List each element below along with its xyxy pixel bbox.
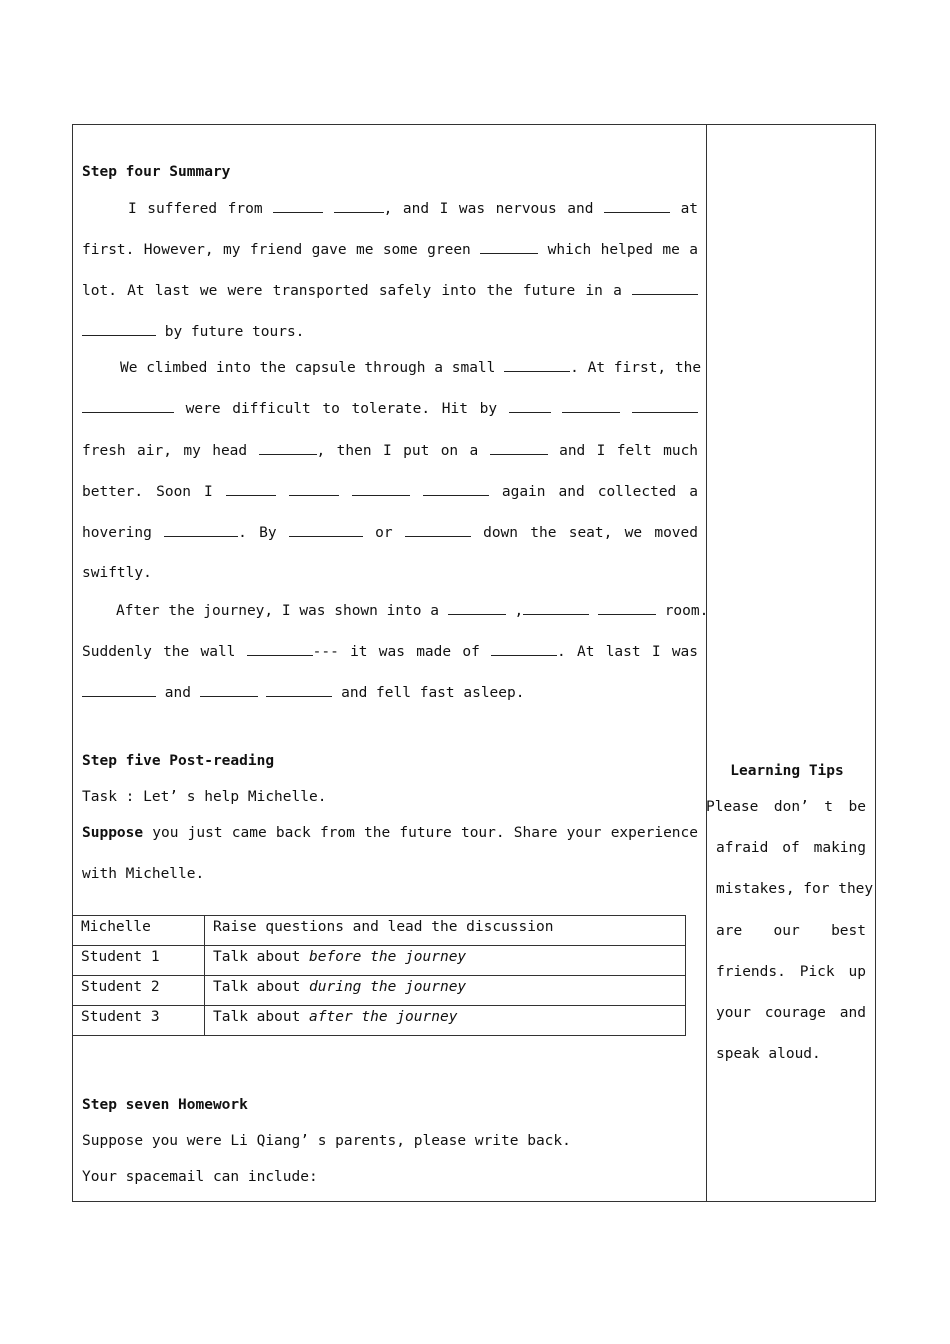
- tips-title: Learning Tips: [730, 763, 844, 779]
- blank: [82, 321, 156, 336]
- task-line: Task : Let’ s help Michelle.: [82, 789, 327, 805]
- tips-line5: friends. Pick up: [716, 964, 866, 980]
- summary-p2-line5: hovering . By or down the seat, we moved: [82, 522, 698, 543]
- blank: [266, 682, 332, 697]
- table-row: [73, 1006, 686, 1036]
- summary-p1-line2: first. However, my friend gave me some green which helped me a: [82, 239, 698, 260]
- blank: [82, 682, 156, 697]
- summary-p3-line2: Suddenly the wall --- it was made of . At last I was: [82, 641, 698, 662]
- role-cell: Michelle: [73, 916, 205, 946]
- role-cell: Student 3: [73, 1006, 205, 1036]
- suppose-line2: with Michelle.: [82, 866, 205, 882]
- tips-line2: afraid of making: [716, 840, 866, 856]
- blank: [334, 198, 384, 213]
- roles-table: [72, 915, 686, 1036]
- blank: [504, 357, 570, 372]
- summary-p1-line3: lot. At last we were transported safely into the future in a: [82, 280, 698, 301]
- tips-line3: mistakes, for they: [716, 881, 874, 897]
- suppose-line1: Suppose you just came back from the future tour. Share your experience: [82, 825, 699, 841]
- role-cell: Student 2: [73, 976, 205, 1006]
- blank: [448, 600, 506, 615]
- blank: [598, 600, 656, 615]
- blank: [200, 682, 258, 697]
- summary-p1-line4: by future tours.: [82, 321, 698, 342]
- blank: [405, 522, 471, 537]
- summary-p2-line4: better. Soon I again and collected a: [82, 481, 698, 502]
- homework-line2: Your spacemail can include:: [82, 1169, 318, 1185]
- tips-line7: speak aloud.: [716, 1046, 821, 1062]
- blank: [289, 481, 339, 496]
- blank: [352, 481, 410, 496]
- post-reading-heading: Step five Post-reading: [82, 753, 275, 769]
- blank: [289, 522, 363, 537]
- blank: [247, 641, 313, 656]
- blank: [423, 481, 489, 496]
- task-cell: Raise questions and lead the discussion: [205, 916, 686, 946]
- blank: [523, 600, 589, 615]
- task-cell: Talk about during the journey: [205, 976, 686, 1006]
- table-row: [73, 916, 686, 946]
- blank: [82, 398, 174, 413]
- blank: [632, 280, 698, 295]
- summary-heading: Step four Summary: [82, 164, 231, 180]
- blank: [604, 198, 670, 213]
- blank: [509, 398, 551, 413]
- summary-p3-line3: and and fell fast asleep.: [82, 682, 698, 703]
- tips-line1: Please don’ t be: [706, 799, 866, 815]
- blank: [273, 198, 323, 213]
- summary-p2-line2: were difficult to tolerate. Hit by: [82, 398, 698, 419]
- tips-line4: are our best: [716, 923, 866, 939]
- summary-p2-line3: fresh air, my head , then I put on a and I felt much: [82, 440, 698, 461]
- blank: [490, 440, 548, 455]
- blank: [632, 398, 698, 413]
- summary-p2-line6: swiftly.: [82, 565, 152, 581]
- homework-heading: Step seven Homework: [82, 1097, 248, 1113]
- blank: [562, 398, 620, 413]
- task-cell: Talk about after the journey: [205, 1006, 686, 1036]
- summary-p3-line1: After the journey, I was shown into a , room.: [116, 600, 698, 621]
- column-divider: [706, 124, 707, 1202]
- summary-p1-line1: I suffered from , and I was nervous and at: [128, 198, 698, 219]
- blank: [491, 641, 557, 656]
- blank: [226, 481, 276, 496]
- tips-line6: your courage and: [716, 1005, 866, 1021]
- blank: [259, 440, 317, 455]
- table-row: [73, 946, 686, 976]
- summary-p2-line1: We climbed into the capsule through a small . At first, the: [120, 357, 698, 378]
- homework-line1: Suppose you were Li Qiang’ s parents, please write back.: [82, 1133, 571, 1149]
- role-cell: Student 1: [73, 946, 205, 976]
- blank: [480, 239, 538, 254]
- task-cell: Talk about before the journey: [205, 946, 686, 976]
- table-row: [73, 976, 686, 1006]
- blank: [164, 522, 238, 537]
